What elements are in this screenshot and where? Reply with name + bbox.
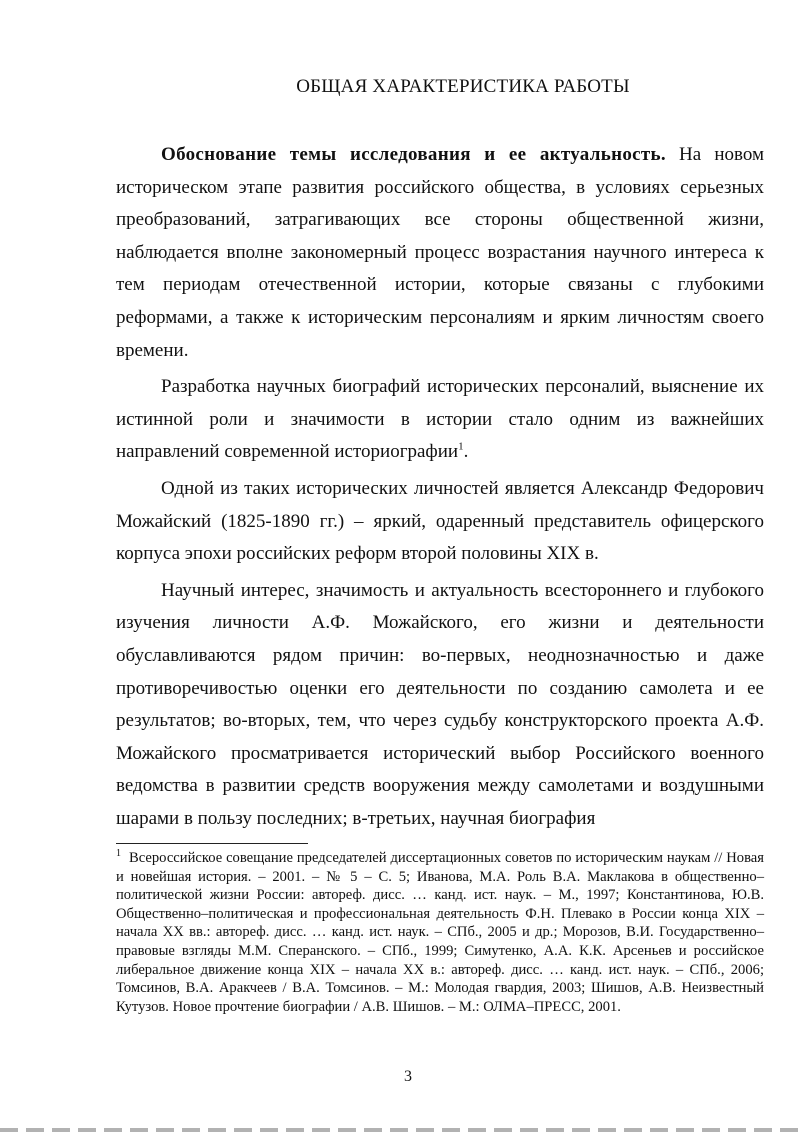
footnote-divider [116,843,308,844]
paragraph-2 [116,371,764,469]
paragraph-4-text: Научный интерес, значимость и актуальность всестороннего и глубокого изучения личности А.Ф. Можайского, его жизни и деятельности обуславливаются рядом причин: во-первых, неоднозначностью и даже противоречивостью оценки его деятельности по созданию самолета и ее результатов; во-вторых, тем, что через судьбу конструкторского проекта А.Ф. Можайского просматривается исторический выбор Российского военного ведомства в развитии средств вооружения между самолетами и воздушными шарами в пользу последних; в-третьих, научная биография [116,579,764,829]
scan-edge-artifact [0,1128,800,1132]
footnote-reference[interactable]: 1 [458,441,464,454]
paragraph-1-lead: Обоснование темы исследования и ее актуальность. [161,144,666,165]
paragraph-2-end: . [463,441,469,463]
paragraph-3-text: Одной из таких исторических личностей является Александр Федорович Можайский (1825-1890 гг.) – яркий, одаренный представитель офицерского корпуса эпохи российских реформ второй половины XIX в. [116,477,764,565]
footnote-text: Всероссийское совещание председателей диссертационных советов по историческим наукам // Новая и новейшая история. – 2001. – № 5 – С. 5; Иванова, М.А. Роль В.А. Маклакова в общественно–политической жизни России: автореф. дисс. … канд. ист. наук. – М., 1997; Константинова, Ю.В. Общественно–политическая и профессиональная деятельность Ф.Н. Плевако в России конца XIX – начала XX вв.: автореф. дисс. … канд. ист. наук. – СПб., 2005 и др.; Морозов, В.И. Государственно–правовые взгляды М.М. Сперанского. – СПб., 1999; Симутенко, А.А. К.К. Арсеньев и российское либеральное движение конца XIX – начала XX в.: автореф. дисс. … канд. ист. наук. – СПб., 2006; Томсинов, В.А. Аракчеев / В.А. Томсинов. – М.: Молодая гвардия, 2003; Шишов, А.В. Неизвестный Кутузов. Новое прочтение биографии / А.В. Шишов. – М.: ОЛМА–ПРЕСС, 2001. [116,850,764,1015]
body-text [116,139,764,835]
paragraph-1 [116,139,764,367]
paragraph-4 [116,575,764,836]
paragraph-2-text: Разработка научных биографий исторических персоналий, выяснение их истинной роли и значимости в истории стало одним из важнейших направлений современной историографии [116,376,764,463]
section-heading: ОБЩАЯ ХАРАКТЕРИСТИКА РАБОТЫ [296,76,630,97]
footnote [116,849,764,1016]
footnote-mark: 1 [116,848,121,860]
page-number: 3 [404,1068,412,1085]
paragraph-1-text: На новом историческом этапе развития российского общества, в условиях серьезных преобразований, затрагивающих все стороны общественной жизни, наблюдается вполне закономерный процесс возрастания научного интереса к тем периодам отечественной истории, которые связаны с глубокими реформами, а также к историческим персоналиям и ярким личностям своего времени. [116,144,765,361]
paragraph-3 [116,473,764,571]
